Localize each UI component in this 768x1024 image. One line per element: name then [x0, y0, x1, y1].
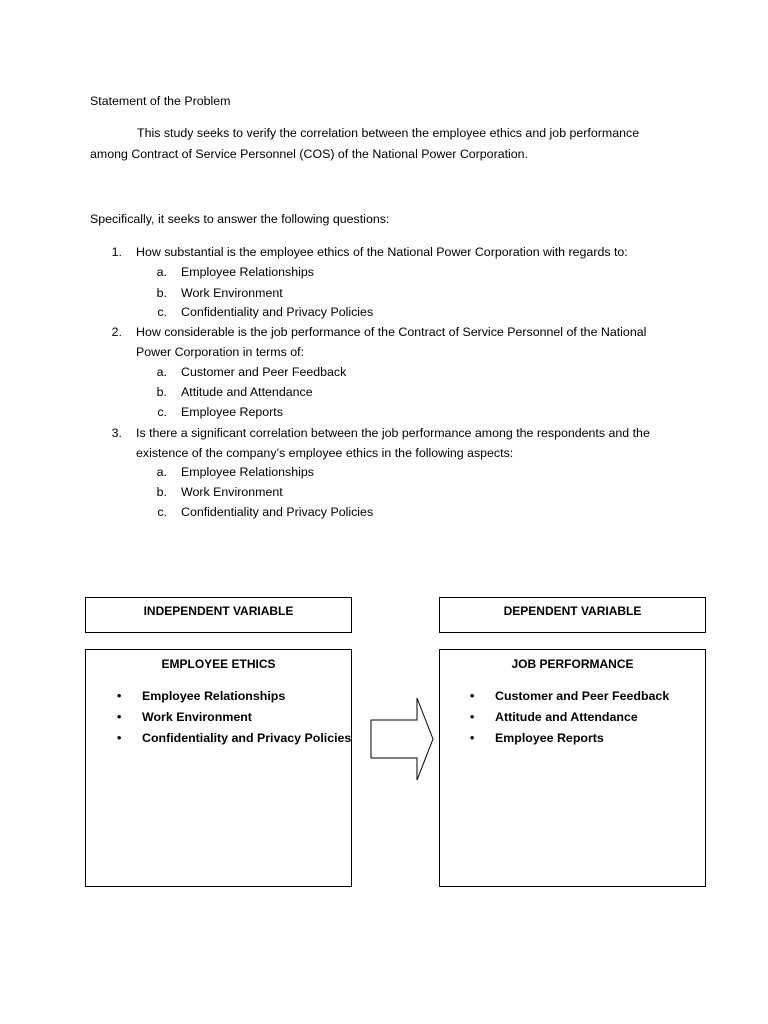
question-1-number: 1. [111, 245, 122, 259]
question-1-item-b: Work Environment [181, 286, 283, 300]
question-1-item-b-letter: b. [156, 286, 167, 300]
questions-intro: Specifically, it seeks to answer the following questions: [90, 212, 390, 226]
job-performance-item-text: Customer and Peer Feedback [495, 689, 670, 703]
question-1-item-c: Confidentiality and Privacy Policies [181, 305, 374, 319]
question-2-item-c-letter: c. [157, 405, 167, 419]
question-3-text-line-2: existence of the company’s employee ethics in the following aspects: [136, 446, 514, 460]
question-3-text-line-1: Is there a significant correlation between the job performance among the respondents and the [136, 426, 650, 440]
dependent-variable-label: DEPENDENT VARIABLE [503, 604, 642, 618]
question-1-item-a-letter: a. [156, 265, 167, 279]
employee-ethics-title: EMPLOYEE ETHICS [161, 657, 276, 671]
question-1-item-c-letter: c. [157, 305, 167, 319]
job-performance-title: JOB PERFORMANCE [511, 657, 634, 671]
question-3-number: 3. [111, 426, 122, 440]
bullet-icon: • [470, 710, 475, 724]
question-3-item-b-letter: b. [156, 485, 167, 499]
question-2-number: 2. [111, 325, 122, 339]
independent-variable-label: INDEPENDENT VARIABLE [143, 604, 294, 618]
question-3-item-c: Confidentiality and Privacy Policies [181, 505, 374, 519]
question-2-item-b: Attitude and Attendance [181, 385, 313, 399]
question-2-text-line-2: Power Corporation in terms of: [136, 345, 305, 359]
job-performance-item-text: Attitude and Attendance [495, 710, 638, 724]
question-1-item-a: Employee Relationships [181, 265, 314, 279]
bullet-icon: • [117, 689, 122, 703]
employee-ethics-item-text: Work Environment [142, 710, 252, 724]
bullet-icon: • [117, 710, 122, 724]
independent-variable-label-box [85, 597, 352, 633]
section-heading: Statement of the Problem [90, 94, 231, 108]
job-performance-box [439, 649, 706, 887]
question-1-text: How substantial is the employee ethics of the National Power Corporation with regards to: [136, 245, 628, 259]
dependent-variable-label-box [439, 597, 706, 633]
question-2-item-c: Employee Reports [181, 405, 283, 419]
employee-ethics-item-text: Confidentiality and Privacy Policies [142, 731, 352, 745]
paragraph-line-2: among Contract of Service Personnel (COS) of the National Power Corporation. [90, 147, 529, 161]
right-arrow-icon [369, 696, 435, 782]
job-performance-item-text: Employee Reports [495, 731, 604, 745]
question-2-item-b-letter: b. [156, 385, 167, 399]
paragraph-line-1: This study seeks to verify the correlation between the employee ethics and job performance [137, 126, 640, 140]
question-3-item-a-letter: a. [156, 465, 167, 479]
employee-ethics-box [85, 649, 352, 887]
bullet-icon: • [470, 731, 475, 745]
question-2-text-line-1: How considerable is the job performance of the Contract of Service Personnel of the National [136, 325, 647, 339]
question-2-item-a: Customer and Peer Feedback [181, 365, 347, 379]
question-3-item-b: Work Environment [181, 485, 283, 499]
employee-ethics-item-text: Employee Relationships [142, 689, 286, 703]
bullet-icon: • [117, 731, 122, 745]
question-3-item-a: Employee Relationships [181, 465, 314, 479]
bullet-icon: • [470, 689, 475, 703]
question-3-item-c-letter: c. [157, 505, 167, 519]
question-2-item-a-letter: a. [156, 365, 167, 379]
